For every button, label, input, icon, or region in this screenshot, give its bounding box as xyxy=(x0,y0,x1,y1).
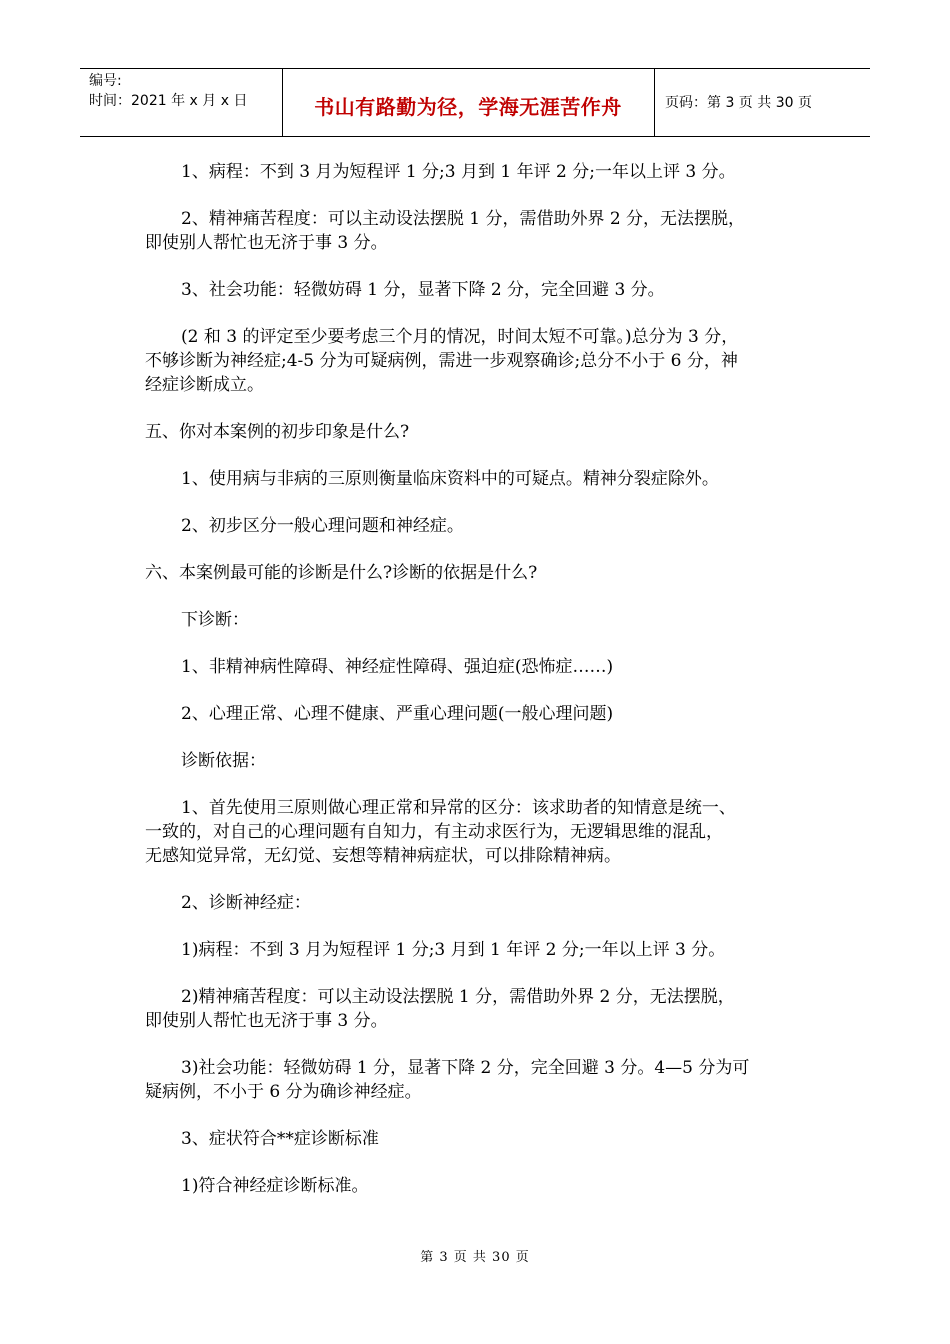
paragraph-line: 2、初步区分一般心理问题和神经症。 xyxy=(181,516,464,536)
paragraph-line: 3、症状符合**症诊断标准 xyxy=(181,1129,379,1149)
paragraph-line: 2、心理正常、心理不健康、严重心理问题(一般心理问题) xyxy=(181,704,614,724)
paragraph-line: 1、非精神病性障碍、神经症性障碍、强迫症(恐怖症……) xyxy=(181,657,614,677)
paragraph-line: 下诊断： xyxy=(181,610,249,630)
time-label: 时间：2021 年 x 月 x 日 xyxy=(89,93,248,109)
paragraph-line: 1、首先使用三原则做心理正常和异常的区分：该求助者的知情意是统一、 xyxy=(181,798,736,818)
paragraph-line: 1、使用病与非病的三原则衡量临床资料中的可疑点。精神分裂症除外。 xyxy=(181,469,719,489)
section-heading: 五、你对本案例的初步印象是什么? xyxy=(145,422,410,442)
paragraph-line: 一致的，对自己的心理问题有自知力，有主动求医行为，无逻辑思维的混乱， xyxy=(145,822,723,842)
paragraph-line: 2)精神痛苦程度：可以主动设法摆脱 1 分，需借助外界 2 分，无法摆脱， xyxy=(181,987,735,1007)
page-header xyxy=(80,68,870,137)
paragraph-line: 1、病程：不到 3 月为短程评 1 分;3 月到 1 年评 2 分;一年以上评 3 分。 xyxy=(181,162,736,182)
header-meta-cell xyxy=(80,69,283,136)
paragraph-line: 3)社会功能：轻微妨碍 1 分，显著下降 2 分，完全回避 3 分。4—5 分为可 xyxy=(181,1058,750,1078)
header-motto-cell xyxy=(282,69,655,136)
paragraph-line: (2 和 3 的评定至少要考虑三个月的情况，时间太短不可靠。)总分为 3 分， xyxy=(181,327,739,347)
number-label: 编号: xyxy=(89,73,122,89)
paragraph-line: 不够诊断为神经症;4-5 分为可疑病例，需进一步观察确诊;总分不小于 6 分，神 xyxy=(145,351,738,371)
paragraph-line: 无感知觉异常，无幻觉、妄想等精神病症状，可以排除精神病。 xyxy=(145,846,621,866)
document-body xyxy=(145,160,795,1198)
header-motto: 书山有路勤为径，学海无涯苦作舟 xyxy=(314,95,622,119)
page-footer: 第 3 页 共 30 页 xyxy=(420,1250,530,1265)
header-page-info: 页码：第 3 页 共 30 页 xyxy=(665,95,812,111)
paragraph-line: 2、诊断神经症： xyxy=(181,893,311,913)
header-page-cell xyxy=(655,69,870,136)
paragraph-line: 疑病例，不小于 6 分为确诊神经症。 xyxy=(145,1082,422,1102)
paragraph-line: 1)符合神经症诊断标准。 xyxy=(181,1176,369,1196)
paragraph-line: 1)病程：不到 3 月为短程评 1 分;3 月到 1 年评 2 分;一年以上评 3 分。 xyxy=(181,940,726,960)
section-heading: 六、本案例最可能的诊断是什么?诊断的依据是什么? xyxy=(145,563,538,583)
paragraph-line: 诊断依据： xyxy=(181,751,266,771)
paragraph-line: 经症诊断成立。 xyxy=(145,375,264,395)
paragraph-line: 即使别人帮忙也无济于事 3 分。 xyxy=(145,233,388,253)
paragraph-line: 3、社会功能：轻微妨碍 1 分，显著下降 2 分，完全回避 3 分。 xyxy=(181,280,665,300)
paragraph-line: 即使别人帮忙也无济于事 3 分。 xyxy=(145,1011,388,1031)
paragraph-line: 2、精神痛苦程度：可以主动设法摆脱 1 分，需借助外界 2 分，无法摆脱， xyxy=(181,209,746,229)
